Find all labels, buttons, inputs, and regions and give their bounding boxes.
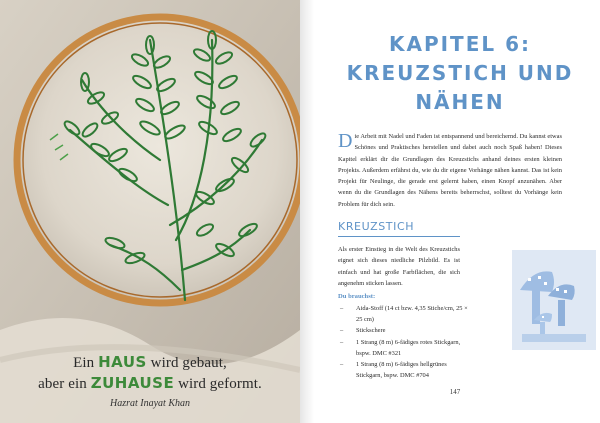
section-divider: [338, 236, 460, 237]
list-item: – 1 Strang (8 m) 6-fädiges hellgrünes Stickgarn, bspw. DMC #704: [338, 359, 468, 381]
quote-emphasis-haus: HAUS: [98, 353, 147, 371]
section-heading: KREUZSTICH: [338, 220, 415, 233]
quote-author: Hazrat Inayat Khan: [110, 398, 190, 409]
drop-cap: D: [338, 130, 353, 152]
gutter-shadow: [300, 0, 314, 423]
intro-paragraph: [338, 131, 562, 210]
list-item: – Stickschere: [338, 325, 468, 336]
quote-emphasis-zuhause: ZUHAUSE: [90, 374, 175, 392]
chapter-title-line-2: KREUZSTICH UND: [346, 61, 574, 85]
right-page-text: [300, 0, 600, 423]
quote-line-2: aber ein ZUHAUSE wird geformt.: [38, 374, 262, 392]
chapter-title-line-3: NÄHEN: [415, 90, 505, 114]
list-item: – 1 Strang (8 m) 6-fädiges rotes Stickgarn, bspw. DMC #321: [338, 337, 468, 359]
chapter-title-line-1: KAPITEL 6:: [388, 32, 531, 56]
mushroom-icon: [512, 250, 596, 350]
quote-line-1: Ein HAUS wird gebaut,: [73, 353, 227, 371]
materials-list: [338, 303, 468, 381]
section-lead-paragraph: Als erster Einstieg in die Welt des Kreuzstichs eignet sich dieses niedliche Pilzbild. Es ist einfach und hat große Farbflächen, die sich angenehm sticken lassen.: [338, 246, 460, 287]
intro-text: ie Arbeit mit Nadel und Faden ist entspannend und bereichernd. Du kannst etwas Schönes und Praktisches herstellen und dabei auch noch Spaß haben! Dieses Kapitel erklärt dir die Grundlagen des Kreuzstichs anhand deines ersten kleinen Projekts. Außerdem erfährst du, wie du dir eigene Vorhänge nähen kannst. Das ist kein Projekt für Neulinge, die gerade erst gelernt haben, einen Knopf anzunähen. Aber wenn du die Grundlagen des Nähens bereits beherrschst, solltest du Vorhänge kein Problem für dich sein.: [338, 133, 562, 208]
materials-heading: Du brauchst:: [338, 293, 376, 300]
page-number: 147: [449, 388, 461, 396]
list-item: – Aida-Stoff (14 ct bzw. 4,35 Stiche/cm, 25 × 25 cm): [338, 303, 468, 325]
quote-block: [0, 352, 300, 409]
mushroom-pattern-image: [512, 250, 596, 350]
chapter-title: [310, 30, 600, 117]
